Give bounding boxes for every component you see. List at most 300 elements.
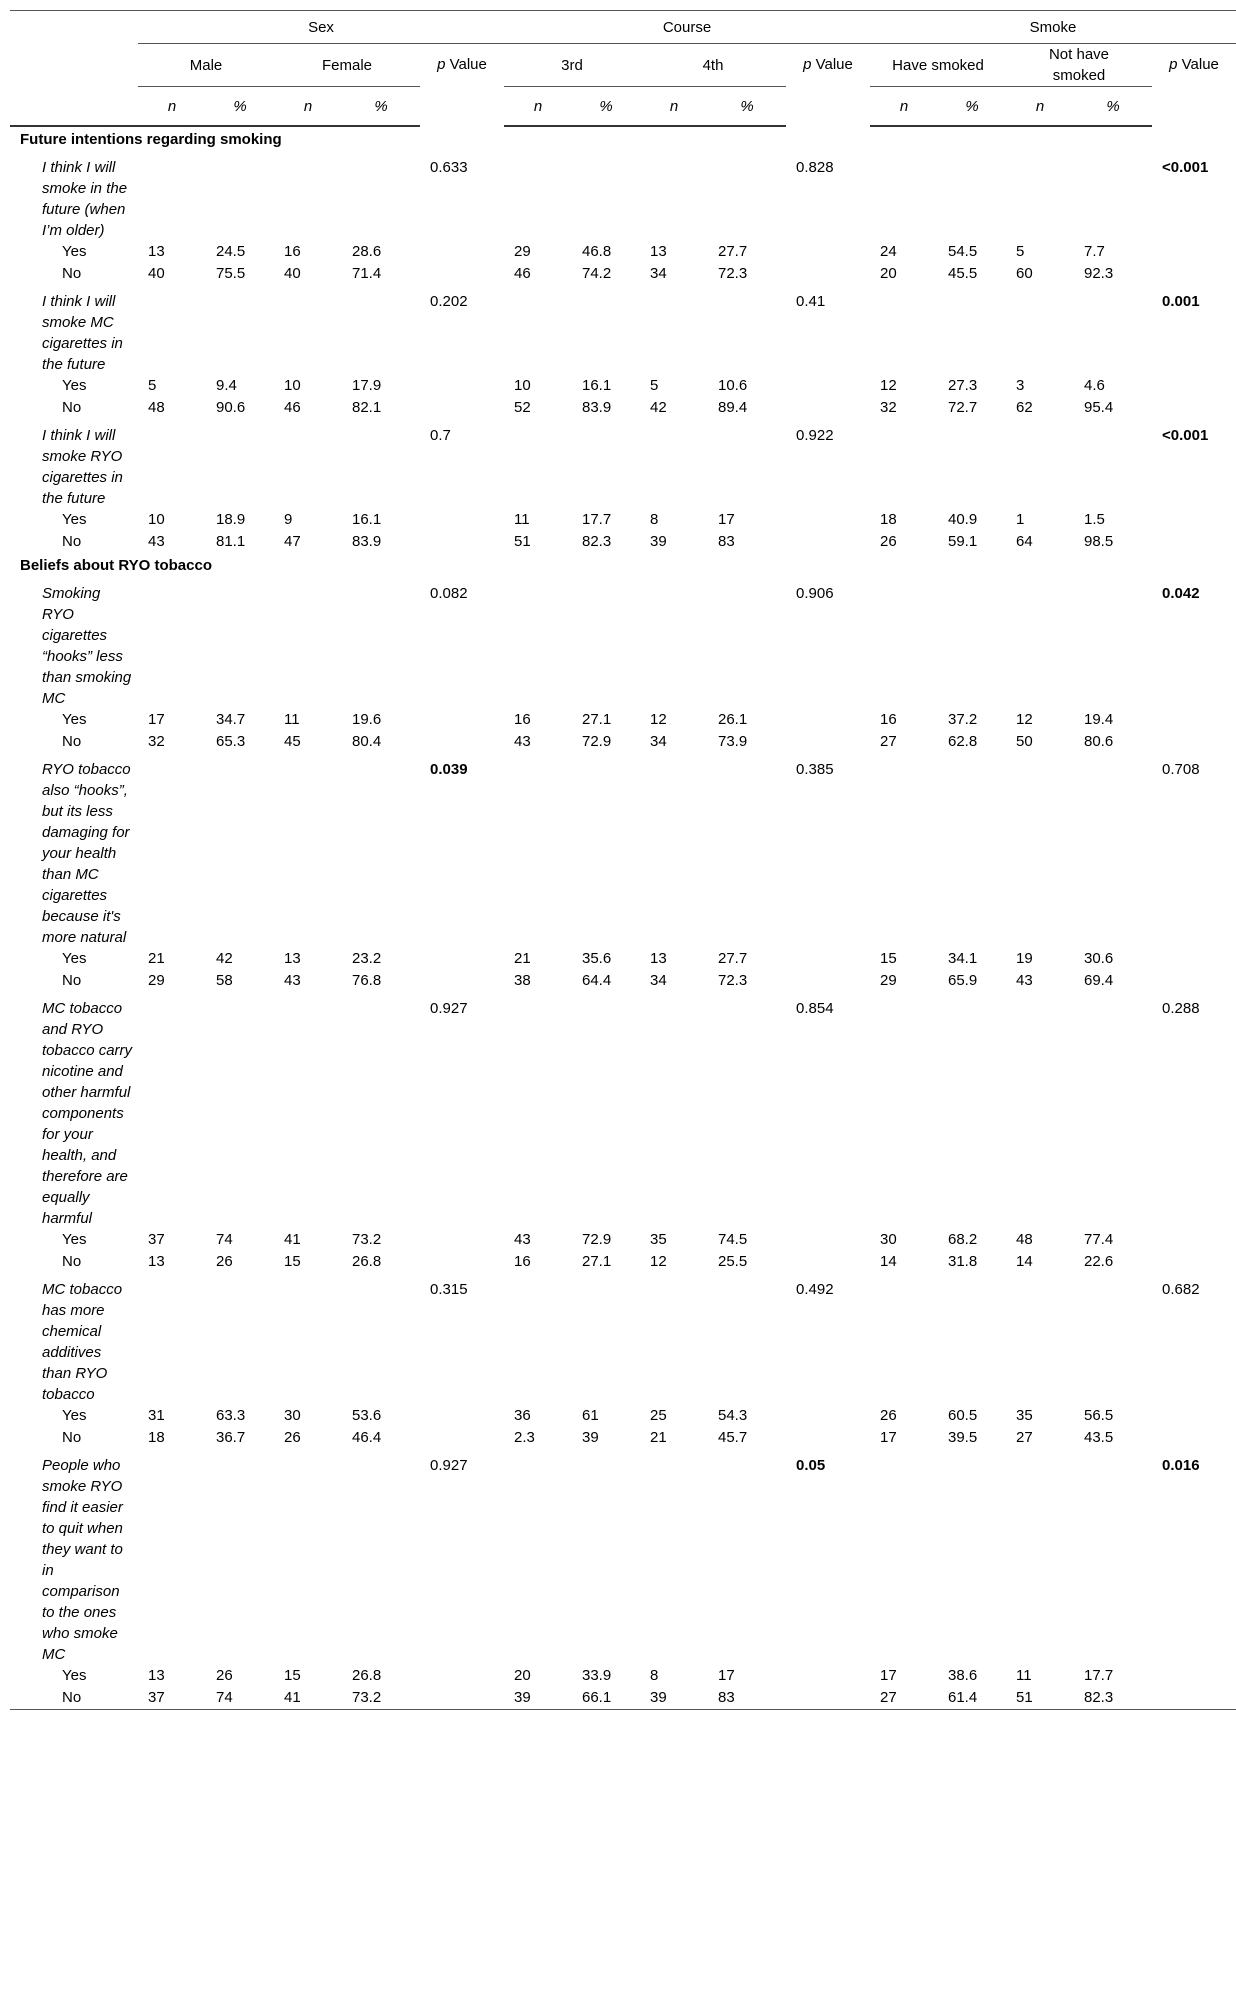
empty-cell [786, 375, 870, 397]
value-cell: 39 [504, 1687, 572, 1710]
value-cell: 4.6 [1084, 377, 1105, 394]
answer-label: Yes [62, 711, 87, 728]
empty-cell [274, 1273, 342, 1405]
empty-cell [572, 1273, 640, 1405]
value-cell: 2.3 [514, 1429, 535, 1446]
empty-cell [206, 285, 274, 375]
empty-cell [138, 419, 206, 509]
empty-cell [1152, 241, 1236, 263]
table-row [10, 1229, 1236, 1251]
value-cell: 32 [148, 733, 165, 750]
empty-cell [640, 1273, 708, 1405]
value-cell: 11 [284, 711, 300, 728]
value-cell: 39 [650, 533, 667, 550]
value-cell: 63.3 [216, 1407, 246, 1424]
header-male: Male [189, 56, 223, 74]
value-cell: 29 [148, 972, 165, 989]
empty-cell [572, 1449, 640, 1665]
table-row [10, 1687, 1236, 1710]
value-cell: 51 [1006, 1687, 1074, 1710]
empty-cell [342, 1273, 420, 1405]
value-cell: 45.7 [718, 1429, 748, 1446]
results-table-container [10, 10, 1226, 1710]
table-row [10, 1405, 1236, 1427]
value-cell: 13 [650, 950, 667, 967]
value-cell: 13 [148, 1253, 165, 1270]
empty-cell [504, 1273, 572, 1405]
value-cell: 35 [650, 1231, 667, 1248]
empty-cell [786, 1229, 870, 1251]
value-cell: 12 [880, 377, 897, 394]
value-cell: 30.6 [1084, 950, 1114, 967]
value-cell: 21 [650, 1429, 667, 1446]
answer-label: Yes [62, 377, 87, 394]
value-cell: 38.6 [948, 1667, 978, 1684]
value-cell: 34 [650, 972, 667, 989]
value-cell: 18 [148, 1429, 165, 1446]
value-cell: 47 [284, 533, 301, 550]
empty-cell [572, 285, 640, 375]
empty-cell [786, 397, 870, 419]
value-cell: 19.6 [352, 711, 382, 728]
value-cell: 51 [514, 533, 531, 550]
value-cell: 24.5 [216, 243, 246, 260]
value-cell: 22.6 [1084, 1253, 1114, 1270]
empty-cell [1152, 1665, 1236, 1687]
value-cell: 92.3 [1084, 265, 1114, 282]
empty-cell [274, 151, 342, 241]
empty-cell [274, 753, 342, 948]
empty-cell [504, 285, 572, 375]
empty-cell [938, 151, 1006, 241]
answer-label: No [62, 1429, 82, 1446]
empty-cell [274, 577, 342, 709]
value-cell: 18.9 [216, 511, 246, 528]
empty-cell [274, 419, 342, 509]
value-cell: 16 [880, 711, 897, 728]
value-cell: 23.2 [352, 950, 382, 967]
p-value: 0.633 [430, 159, 468, 176]
empty-cell [420, 970, 504, 992]
value-cell: 46.8 [582, 243, 612, 260]
value-cell: 37 [138, 1687, 206, 1710]
p-value: 0.922 [796, 427, 834, 444]
value-cell: 10 [514, 377, 531, 394]
empty-cell [504, 577, 572, 709]
header-smoke: Smoke [870, 11, 1236, 44]
value-cell: 73.2 [342, 1687, 420, 1710]
p-value: <0.001 [1162, 427, 1209, 444]
value-cell: 46.4 [352, 1429, 382, 1446]
value-cell: 72.9 [582, 733, 612, 750]
value-cell: 12 [650, 1253, 667, 1270]
value-cell: 32 [880, 399, 897, 416]
value-cell: 83.9 [582, 399, 612, 416]
empty-cell [708, 419, 786, 509]
value-cell: 34 [650, 733, 667, 750]
empty-cell [342, 285, 420, 375]
header-pct: % [1074, 87, 1152, 127]
value-cell: 39 [582, 1429, 599, 1446]
value-cell: 71.4 [352, 265, 382, 282]
empty-cell [708, 577, 786, 709]
value-cell: 64 [1016, 533, 1033, 550]
empty-cell [786, 263, 870, 285]
empty-cell [342, 577, 420, 709]
empty-cell [1074, 1449, 1152, 1665]
empty-cell [786, 1665, 870, 1687]
p-value: 0.927 [430, 1000, 468, 1017]
header-n: n [138, 87, 206, 127]
empty-cell [786, 531, 870, 553]
empty-cell [420, 397, 504, 419]
empty-cell [708, 151, 786, 241]
value-cell: 17 [718, 511, 735, 528]
value-cell: 13 [148, 243, 165, 260]
value-cell: 39 [640, 1687, 708, 1710]
empty-cell [342, 753, 420, 948]
value-cell: 72.9 [582, 1231, 612, 1248]
empty-cell [708, 1449, 786, 1665]
p-value: 0.41 [796, 293, 826, 310]
value-cell: 65.9 [948, 972, 978, 989]
p-value: <0.001 [1162, 159, 1209, 176]
empty-cell [138, 753, 206, 948]
value-cell: 37.2 [948, 711, 978, 728]
value-cell: 60 [1016, 265, 1033, 282]
empty-cell [274, 992, 342, 1229]
value-cell: 16 [514, 711, 531, 728]
value-cell: 31.8 [948, 1253, 978, 1270]
value-cell: 43 [284, 972, 301, 989]
header-n: n [504, 87, 572, 127]
p-value: 0.082 [430, 585, 468, 602]
question-row [10, 1273, 1236, 1405]
empty-cell [504, 1449, 572, 1665]
answer-label: Yes [62, 1667, 87, 1684]
empty-cell [420, 1687, 504, 1710]
empty-cell [1152, 531, 1236, 553]
table-row [10, 1665, 1236, 1687]
header-p-value-sex: p Value [437, 56, 487, 73]
empty-cell [420, 509, 504, 531]
empty-cell [870, 992, 938, 1229]
answer-label: Yes [62, 1407, 87, 1424]
answer-label: No [10, 1687, 138, 1710]
empty-cell [708, 753, 786, 948]
empty-cell [1006, 577, 1074, 709]
value-cell: 40.9 [948, 511, 978, 528]
value-cell: 1 [1016, 511, 1025, 528]
value-cell: 43 [514, 1231, 531, 1248]
value-cell: 27.7 [718, 243, 748, 260]
empty-cell [1152, 397, 1236, 419]
empty-cell [870, 419, 938, 509]
value-cell: 16 [284, 243, 301, 260]
empty-cell [708, 285, 786, 375]
value-cell: 68.2 [948, 1231, 978, 1248]
empty-cell [640, 151, 708, 241]
empty-cell [640, 992, 708, 1229]
empty-cell [786, 970, 870, 992]
value-cell: 17.7 [582, 511, 612, 528]
value-cell: 26.8 [352, 1253, 382, 1270]
empty-cell [206, 753, 274, 948]
value-cell: 20 [514, 1667, 531, 1684]
value-cell: 16.1 [352, 511, 382, 528]
empty-cell [870, 577, 938, 709]
empty-cell [640, 419, 708, 509]
value-cell: 17 [148, 711, 165, 728]
header-fourth: 4th [702, 56, 724, 74]
value-cell: 74 [206, 1687, 274, 1710]
value-cell: 43 [514, 733, 531, 750]
value-cell: 5 [1016, 243, 1025, 260]
value-cell: 61.4 [938, 1687, 1006, 1710]
empty-cell [572, 992, 640, 1229]
value-cell: 19.4 [1084, 711, 1114, 728]
value-cell: 66.1 [572, 1687, 640, 1710]
p-value: 0.708 [1162, 761, 1200, 778]
p-value: 0.682 [1162, 1281, 1200, 1298]
value-cell: 9.4 [216, 377, 237, 394]
empty-cell [786, 948, 870, 970]
table-row [10, 241, 1236, 263]
header-pct: % [342, 87, 420, 127]
value-cell: 26 [880, 1407, 897, 1424]
value-cell: 14 [1016, 1253, 1033, 1270]
value-cell: 25 [650, 1407, 667, 1424]
p-value: 0.016 [1162, 1457, 1200, 1474]
value-cell: 43 [148, 533, 165, 550]
empty-cell [786, 709, 870, 731]
empty-cell [708, 1273, 786, 1405]
empty-cell [786, 1405, 870, 1427]
empty-cell [938, 577, 1006, 709]
value-cell: 26.8 [352, 1667, 382, 1684]
section-title: Future intentions regarding smoking [20, 131, 282, 148]
value-cell: 45.5 [948, 265, 978, 282]
p-value: 0.05 [796, 1457, 826, 1474]
value-cell: 30 [880, 1231, 897, 1248]
value-cell: 83.9 [352, 533, 382, 550]
value-cell: 80.4 [352, 733, 382, 750]
value-cell: 35 [1016, 1407, 1033, 1424]
value-cell: 10 [148, 511, 165, 528]
value-cell: 56.5 [1084, 1407, 1114, 1424]
header-n: n [640, 87, 708, 127]
value-cell: 82.3 [582, 533, 612, 550]
empty-cell [138, 1273, 206, 1405]
empty-cell [1074, 1273, 1152, 1405]
empty-cell [1074, 151, 1152, 241]
value-cell: 34.7 [216, 711, 246, 728]
empty-cell [1152, 263, 1236, 285]
value-cell: 46 [284, 399, 301, 416]
value-cell: 12 [1016, 711, 1033, 728]
value-cell: 59.1 [948, 533, 978, 550]
empty-cell [1152, 1427, 1236, 1449]
value-cell: 17.7 [1084, 1667, 1114, 1684]
value-cell: 13 [148, 1667, 165, 1684]
question-row [10, 992, 1236, 1229]
value-cell: 60.5 [948, 1407, 978, 1424]
value-cell: 25.5 [718, 1253, 748, 1270]
value-cell: 40 [284, 265, 301, 282]
empty-cell [870, 151, 938, 241]
empty-cell [420, 948, 504, 970]
table-row [10, 263, 1236, 285]
value-cell: 24 [880, 243, 897, 260]
value-cell: 9 [284, 511, 293, 528]
empty-cell [1152, 970, 1236, 992]
header-n: n [1006, 87, 1074, 127]
value-cell: 41 [284, 1231, 301, 1248]
value-cell: 20 [880, 265, 897, 282]
empty-cell [1152, 509, 1236, 531]
p-value: 0.927 [430, 1457, 468, 1474]
value-cell: 50 [1016, 733, 1033, 750]
empty-cell [1074, 419, 1152, 509]
value-cell: 10.6 [718, 377, 748, 394]
empty-cell [1152, 375, 1236, 397]
table-row [10, 970, 1236, 992]
question-text: Smoking RYO cigarettes “hooks” less than smoking MC [42, 585, 132, 707]
header-have-smoked: Have smoked [892, 56, 984, 74]
answer-label: No [62, 733, 82, 750]
value-cell: 35.6 [582, 950, 612, 967]
header-row-stats [10, 87, 1236, 127]
empty-cell [938, 992, 1006, 1229]
empty-cell [504, 151, 572, 241]
empty-cell [1074, 753, 1152, 948]
empty-cell [640, 753, 708, 948]
p-value: 0.492 [796, 1281, 834, 1298]
value-cell: 10 [284, 377, 301, 394]
value-cell: 65.3 [216, 733, 246, 750]
header-row-groups [10, 11, 1236, 44]
empty-cell [420, 709, 504, 731]
empty-cell [1152, 1687, 1236, 1710]
value-cell: 21 [148, 950, 165, 967]
value-cell: 83 [708, 1687, 786, 1710]
header-pct: % [206, 87, 274, 127]
empty-cell [504, 419, 572, 509]
value-cell: 36.7 [216, 1429, 246, 1446]
p-value: 0.001 [1162, 293, 1200, 310]
empty-cell [938, 285, 1006, 375]
value-cell: 33.9 [582, 1667, 612, 1684]
empty-cell [1006, 992, 1074, 1229]
empty-cell [504, 753, 572, 948]
question-text: I think I will smoke MC cigarettes in the future [42, 293, 123, 373]
header-n: n [870, 87, 938, 127]
table-row [10, 948, 1236, 970]
value-cell: 13 [284, 950, 301, 967]
question-text: I think I will smoke in the future (when I’m older) [42, 159, 128, 239]
value-cell: 36 [514, 1407, 531, 1424]
empty-cell [1006, 285, 1074, 375]
table-row [10, 709, 1236, 731]
empty-cell [1152, 1229, 1236, 1251]
empty-cell [206, 1449, 274, 1665]
results-table [10, 10, 1236, 1710]
empty-cell [1074, 992, 1152, 1229]
value-cell: 5 [650, 377, 659, 394]
header-sex: Sex [138, 11, 504, 44]
empty-cell [1152, 948, 1236, 970]
value-cell: 8 [650, 1667, 659, 1684]
value-cell: 37 [148, 1231, 165, 1248]
p-value: 0.202 [430, 293, 468, 310]
question-text: MC tobacco has more chemical additives than RYO tobacco [42, 1281, 123, 1403]
empty-cell [572, 151, 640, 241]
value-cell: 62.8 [948, 733, 978, 750]
empty-cell [1074, 577, 1152, 709]
question-row [10, 1449, 1236, 1665]
value-cell: 27 [1016, 1429, 1033, 1446]
empty-cell [342, 1449, 420, 1665]
answer-label: Yes [62, 243, 87, 260]
table-row [10, 397, 1236, 419]
empty-cell [138, 1449, 206, 1665]
empty-cell [342, 992, 420, 1229]
empty-cell [786, 1251, 870, 1273]
empty-cell [786, 1687, 870, 1710]
empty-cell [1074, 285, 1152, 375]
p-value: 0.854 [796, 1000, 834, 1017]
answer-label: Yes [62, 950, 87, 967]
value-cell: 72.3 [718, 972, 748, 989]
value-cell: 40 [148, 265, 165, 282]
value-cell: 81.1 [216, 533, 246, 550]
header-third: 3rd [561, 56, 583, 74]
value-cell: 15 [880, 950, 897, 967]
value-cell: 69.4 [1084, 972, 1114, 989]
empty-cell [206, 151, 274, 241]
value-cell: 26 [216, 1667, 233, 1684]
value-cell: 28.6 [352, 243, 382, 260]
value-cell: 75.5 [216, 265, 246, 282]
value-cell: 74.5 [718, 1231, 748, 1248]
table-row [10, 1427, 1236, 1449]
value-cell: 77.4 [1084, 1231, 1114, 1248]
p-value: 0.039 [430, 761, 468, 778]
empty-cell [572, 419, 640, 509]
value-cell: 26 [284, 1429, 301, 1446]
value-cell: 41 [274, 1687, 342, 1710]
value-cell: 5 [148, 377, 157, 394]
value-cell: 98.5 [1084, 533, 1114, 550]
empty-cell [1006, 1449, 1074, 1665]
answer-label: No [62, 972, 82, 989]
answer-label: No [62, 533, 82, 550]
value-cell: 58 [216, 972, 233, 989]
value-cell: 11 [514, 511, 530, 528]
empty-cell [1152, 1405, 1236, 1427]
empty-cell [274, 285, 342, 375]
section-title: Beliefs about RYO tobacco [20, 557, 212, 574]
empty-cell [1006, 753, 1074, 948]
value-cell: 62 [1016, 399, 1033, 416]
value-cell: 26.1 [718, 711, 748, 728]
value-cell: 3 [1016, 377, 1025, 394]
header-p-value-smoke: p Value [1169, 56, 1219, 73]
value-cell: 17 [718, 1667, 735, 1684]
value-cell: 27.3 [948, 377, 978, 394]
answer-label: No [62, 399, 82, 416]
table-row [10, 731, 1236, 753]
